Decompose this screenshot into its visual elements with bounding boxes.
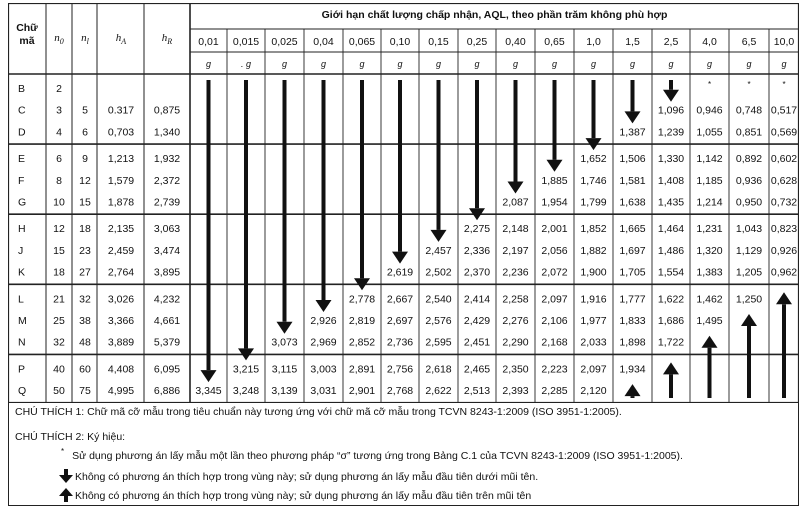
header-g-label: g	[746, 59, 752, 69]
table-row	[18, 315, 723, 327]
g-value: 2,852	[348, 336, 376, 349]
row-n1: 23	[79, 244, 91, 257]
g-value: 2,393	[502, 385, 529, 398]
g-value: 2,290	[502, 336, 529, 349]
g-value: 1,900	[580, 266, 607, 279]
row-code: J	[18, 244, 24, 257]
header-g-label: g	[359, 59, 365, 69]
row-code: P	[18, 363, 26, 376]
row-hR: 6,886	[153, 385, 181, 398]
g-value: 1,185	[696, 174, 723, 187]
g-value: 2,223	[541, 363, 568, 376]
arrow-down-icon	[547, 80, 563, 172]
arrow-down-icon	[354, 80, 370, 290]
legend-star-text: Sử dụng phương án lấy mẫu một lần theo phương pháp “σ” tương ứng trong Bảng C.1 của TCVN 8243-1:2009 (ISO 3951-1:2005).	[72, 450, 683, 462]
legend-down	[59, 469, 538, 483]
g-value: 2,465	[463, 363, 491, 376]
arrow-up-icon	[741, 314, 757, 398]
note-1: CHÚ THÍCH 1: Chữ mã cỡ mẫu trong tiêu chuẩn này tương ứng với chữ mã cỡ mẫu trong TCVN 8243-1:2009 (ISO 3951-1:2005).	[15, 406, 622, 418]
table-row	[18, 126, 797, 138]
g-value: 1,705	[619, 266, 646, 279]
g-value: 1,129	[735, 244, 763, 257]
header-n0: $n_0$	[54, 32, 64, 46]
g-value: 1,239	[657, 126, 685, 139]
row-hA: 3,026	[107, 293, 135, 306]
g-value: 2,072	[541, 266, 568, 279]
row-hA: 1,579	[107, 174, 135, 187]
arrow-down-icon	[431, 80, 447, 242]
g-value: 1,898	[619, 336, 646, 349]
g-value: 2,768	[386, 385, 414, 398]
legend-down-text: Không có phương án thích hợp trong vùng này; sử dụng phương án lấy mẫu đầu tiên dưới mũi tên.	[75, 471, 539, 483]
g-value: 1,934	[619, 363, 646, 376]
g-value: 3,073	[271, 336, 298, 349]
g-value: 1,486	[657, 244, 685, 257]
g-value: 2,502	[425, 266, 452, 279]
g-value: 1,214	[696, 196, 723, 209]
header-aql-level: 0,65	[544, 36, 565, 48]
g-value: 1,464	[657, 223, 685, 236]
arrow-down-icon	[469, 80, 485, 220]
g-value: 0,569	[770, 126, 798, 139]
row-hA: 2,459	[107, 244, 135, 257]
row-code: N	[18, 336, 26, 349]
table-header	[16, 9, 794, 69]
g-value: 2,618	[425, 363, 452, 376]
table-row	[18, 293, 762, 305]
header-aql-level: 0,015	[232, 36, 260, 48]
row-n1: 60	[79, 363, 91, 376]
g-value: 2,667	[386, 293, 414, 306]
table-row	[18, 245, 797, 257]
g-value: 2,540	[425, 293, 452, 306]
row-hR: 5,379	[153, 336, 181, 349]
row-n0: 2	[56, 83, 62, 95]
g-value: 2,033	[580, 336, 607, 349]
row-n1: 32	[79, 293, 91, 306]
g-value: 0,946	[696, 104, 723, 117]
g-value: 3,345	[195, 385, 222, 398]
g-value: 1,833	[619, 315, 646, 327]
g-value: 1,096	[657, 104, 685, 117]
row-n1: 75	[79, 385, 91, 398]
header-g-label: g	[706, 59, 713, 69]
row-n0: 4	[56, 126, 62, 139]
row-code: H	[18, 223, 26, 236]
row-hA: 1,878	[107, 196, 135, 209]
g-value: 1,320	[696, 244, 723, 257]
g-value: 3,139	[271, 385, 298, 398]
g-value: 2,120	[580, 385, 607, 398]
header-aql-level: 0,01	[198, 36, 219, 48]
row-n1: 12	[79, 174, 91, 187]
note-2: CHÚ THÍCH 2: Ký hiệu:	[15, 431, 126, 443]
g-value: 1,799	[580, 196, 607, 209]
g-value: 1,581	[619, 174, 646, 187]
row-hA: 1,213	[107, 153, 135, 166]
star-symbol: *	[782, 80, 786, 89]
arrow-down-icon	[392, 80, 408, 264]
row-hA: 0.317	[107, 104, 135, 117]
g-value: 2,736	[386, 336, 414, 349]
arrow-down-icon	[625, 80, 641, 123]
aql-table-sheet	[8, 3, 799, 506]
legend-star	[61, 447, 683, 462]
g-value: 2,622	[425, 385, 452, 398]
g-value: 2,097	[580, 363, 607, 376]
arrow-down-icon	[586, 80, 602, 150]
g-value: 2,901	[348, 385, 376, 398]
row-code: K	[18, 266, 26, 279]
g-value: 2,097	[541, 293, 568, 306]
g-value: 2,414	[463, 293, 491, 306]
g-value: 2,891	[348, 363, 376, 376]
row-code: E	[18, 153, 26, 166]
arrow-up-icon	[776, 292, 792, 398]
header-g-label: g	[551, 59, 558, 69]
g-value: 2,926	[310, 315, 337, 327]
header-g-label: g	[397, 59, 403, 69]
header-aql-level: 0,40	[505, 36, 526, 48]
header-code-letter: mã	[19, 35, 35, 47]
g-value: 2,148	[502, 223, 529, 236]
g-value: 2,001	[541, 223, 568, 236]
header-aql-level: 6,5	[741, 36, 757, 48]
notes-section	[8, 403, 799, 506]
row-hA: 4,408	[107, 363, 135, 376]
table-row	[18, 385, 607, 397]
g-value: 1,055	[696, 126, 723, 139]
g-value: 1,638	[619, 196, 646, 209]
table-row	[18, 197, 797, 209]
row-code: D	[18, 126, 26, 139]
g-value: 2,197	[502, 244, 529, 257]
header-aql-level: 2,5	[663, 36, 679, 48]
g-value: 0,892	[735, 153, 763, 166]
row-n0: 8	[56, 174, 62, 187]
g-value: 2,457	[425, 244, 452, 257]
g-value: 2,106	[541, 315, 568, 327]
arrow-down-icon	[238, 80, 254, 360]
g-value: 2,756	[386, 363, 414, 376]
g-value: 3,115	[271, 363, 298, 376]
row-hA: 0,703	[107, 126, 135, 139]
row-n0: 3	[56, 104, 62, 117]
row-n0: 6	[56, 153, 62, 166]
table-row	[18, 153, 797, 165]
g-value: 0,628	[770, 174, 798, 187]
arrow-up-icon	[702, 336, 718, 398]
row-n1: 9	[82, 153, 88, 166]
header-g-label: g	[474, 59, 480, 69]
header-g-label: g	[512, 59, 519, 69]
g-value: 3,248	[232, 385, 260, 398]
row-hR: 2,739	[153, 196, 181, 209]
row-hA: 3,889	[107, 336, 135, 349]
aql-table	[8, 3, 799, 403]
g-value: 1,622	[657, 293, 685, 306]
row-hR: 6,095	[153, 363, 181, 376]
g-value: 3,031	[310, 385, 337, 398]
row-code: B	[18, 83, 26, 95]
star-symbol: *	[707, 80, 712, 89]
g-value: 1,686	[657, 315, 685, 327]
header-hA: $h_A$	[115, 32, 127, 46]
g-value: 1,495	[696, 315, 723, 327]
g-value: 0,851	[735, 126, 763, 139]
header-aql-level: 10,0	[773, 36, 795, 48]
g-value: 0,926	[770, 244, 798, 257]
header-code-letter: Chữ	[16, 22, 38, 34]
arrow-down-icon	[277, 80, 293, 334]
header-g-label: g	[205, 59, 212, 69]
arrow-down-icon	[59, 469, 73, 483]
row-hR: 0,875	[153, 104, 181, 117]
row-n0: 25	[53, 315, 65, 327]
g-value: 3,215	[232, 363, 260, 376]
header-hR: $h_R$	[161, 32, 173, 46]
g-value: 1,777	[619, 293, 646, 306]
row-hA: 2,135	[107, 223, 135, 236]
g-value: 0,950	[735, 196, 763, 209]
g-value: 2,236	[502, 266, 529, 279]
row-code: Q	[18, 385, 27, 398]
g-value: 1,882	[580, 244, 607, 257]
g-value: 2,969	[310, 336, 337, 349]
g-value: 1,697	[619, 244, 646, 257]
g-value: 1,652	[580, 153, 607, 166]
g-value: 1,954	[541, 196, 568, 209]
row-n0: 18	[53, 266, 65, 279]
row-n1: 27	[79, 266, 91, 279]
row-n0: 15	[53, 244, 65, 257]
header-g-label: g	[435, 59, 442, 69]
g-value: 2,168	[541, 336, 568, 349]
row-code: L	[18, 293, 24, 306]
table-row	[18, 223, 797, 235]
g-value: 1,665	[619, 223, 646, 236]
row-n1: 48	[79, 336, 91, 349]
g-value: 1,916	[580, 293, 607, 306]
row-n1: 18	[79, 223, 91, 236]
row-code: G	[18, 196, 27, 209]
g-value: 1,231	[696, 223, 723, 236]
row-n0: 12	[53, 223, 65, 236]
table-row	[18, 175, 797, 187]
g-value: 2,619	[386, 266, 414, 279]
g-value: 2,429	[463, 315, 491, 327]
header-aql-level: 0,065	[348, 36, 376, 48]
g-value: 1,435	[657, 196, 685, 209]
row-hR: 4,232	[153, 293, 181, 306]
g-value: 2,275	[463, 223, 491, 236]
header-n1: $n_l$	[81, 32, 89, 46]
g-value: 2,276	[502, 315, 529, 327]
g-value: 1,852	[580, 223, 607, 236]
row-n0: 50	[53, 385, 65, 398]
row-hR: 1,932	[153, 153, 181, 166]
arrow-down-icon	[201, 80, 217, 382]
row-n0: 21	[53, 293, 65, 306]
row-code: F	[18, 174, 25, 187]
g-value: 2,576	[425, 315, 452, 327]
row-n0: 40	[53, 363, 65, 376]
g-value: 2,697	[386, 315, 414, 327]
header-aql-level: 1,5	[625, 36, 640, 48]
g-value: 0,602	[770, 153, 798, 166]
star-symbol: *	[61, 447, 65, 456]
g-value: 0,517	[770, 104, 798, 117]
g-value: 1,506	[619, 153, 646, 166]
g-value: 2,513	[463, 385, 491, 398]
arrow-up-icon	[59, 488, 73, 502]
header-aql-level: 0,025	[271, 36, 298, 48]
g-value: 2,350	[502, 363, 529, 376]
g-value: 0,936	[735, 174, 763, 187]
row-hR: 3,474	[153, 244, 181, 257]
g-value: 2,778	[348, 293, 376, 306]
row-hR: 3,895	[153, 266, 181, 279]
row-code: M	[18, 315, 27, 327]
g-value: 1,554	[657, 266, 685, 279]
row-n0: 32	[53, 336, 65, 349]
g-value: 1,383	[696, 266, 723, 279]
row-hR: 1,340	[153, 126, 181, 139]
g-value: 2,595	[425, 336, 452, 349]
g-value: 2,056	[541, 244, 568, 257]
g-value: 1,408	[657, 174, 685, 187]
arrow-up-icon	[663, 362, 679, 398]
arrow-down-icon	[316, 80, 332, 312]
row-n1: 6	[82, 126, 88, 139]
row-hA: 2,764	[107, 266, 135, 279]
row-hR: 2,372	[153, 174, 181, 187]
g-value: 2,336	[463, 244, 491, 257]
g-value: 0,962	[770, 266, 798, 279]
row-hA: 4,995	[107, 385, 135, 398]
row-n1: 38	[79, 315, 91, 327]
row-hR: 4,661	[153, 315, 181, 327]
table-row	[18, 267, 797, 279]
g-value: 2,370	[463, 266, 491, 279]
g-value: 2,451	[463, 336, 491, 349]
legend-up-text: Không có phương án thích hợp trong vùng này; sử dụng phương án lấy mẫu đầu tiên trên mũi tên	[75, 490, 532, 502]
g-value: 1,142	[696, 153, 723, 166]
header-aql-level: 0,25	[466, 36, 488, 48]
header-g-label: g	[320, 59, 327, 69]
g-value: 2,258	[502, 293, 529, 306]
arrow-up-icon	[625, 384, 641, 398]
g-value: 0,732	[770, 196, 798, 209]
row-hA: 3,366	[107, 315, 135, 327]
header-aql-level: 0,15	[428, 36, 449, 48]
header-g-label: g	[590, 59, 597, 69]
g-value: 0,748	[735, 104, 763, 117]
header-g-label: g	[781, 59, 787, 69]
header-g-label: g	[629, 59, 636, 69]
g-value: 1,462	[696, 293, 723, 306]
header-g-label: . g	[240, 59, 252, 69]
row-n1: 15	[79, 196, 91, 209]
header-aql-title: Giới hạn chất lượng chấp nhận, AQL, theo phần trăm không phù hợp	[321, 9, 668, 21]
g-value: 2,087	[502, 196, 529, 209]
g-value: 1,977	[580, 315, 607, 327]
g-value: 1,885	[541, 174, 568, 187]
g-value: 2,819	[348, 315, 376, 327]
header-aql-level: 0,10	[389, 36, 411, 48]
table-row	[18, 337, 684, 349]
g-value: 1,205	[735, 266, 763, 279]
arrow-down-icon	[508, 80, 524, 194]
g-value: 3,003	[310, 363, 337, 376]
header-g-label: g	[281, 59, 288, 69]
g-value: 1,250	[735, 293, 763, 306]
g-value: 1,330	[657, 153, 685, 166]
star-symbol: *	[747, 80, 751, 89]
header-g-label: g	[668, 59, 674, 69]
row-n0: 10	[53, 196, 65, 209]
g-value: 1,043	[735, 223, 763, 236]
row-hR: 3,063	[153, 223, 181, 236]
row-n1: 5	[82, 104, 88, 117]
g-value: 0,823	[770, 223, 798, 236]
header-aql-level: 0,04	[313, 36, 334, 48]
legend-up	[59, 488, 531, 502]
g-value: 1,722	[657, 336, 685, 349]
table-row	[18, 363, 646, 375]
table-row	[18, 105, 797, 117]
header-aql-level: 4,0	[702, 36, 717, 48]
header-aql-level: 1,0	[586, 36, 601, 48]
g-value: 1,387	[619, 126, 646, 139]
g-value: 1,746	[580, 174, 607, 187]
arrow-down-icon	[663, 80, 679, 102]
g-value: 2,285	[541, 385, 568, 398]
row-code: C	[18, 104, 26, 117]
